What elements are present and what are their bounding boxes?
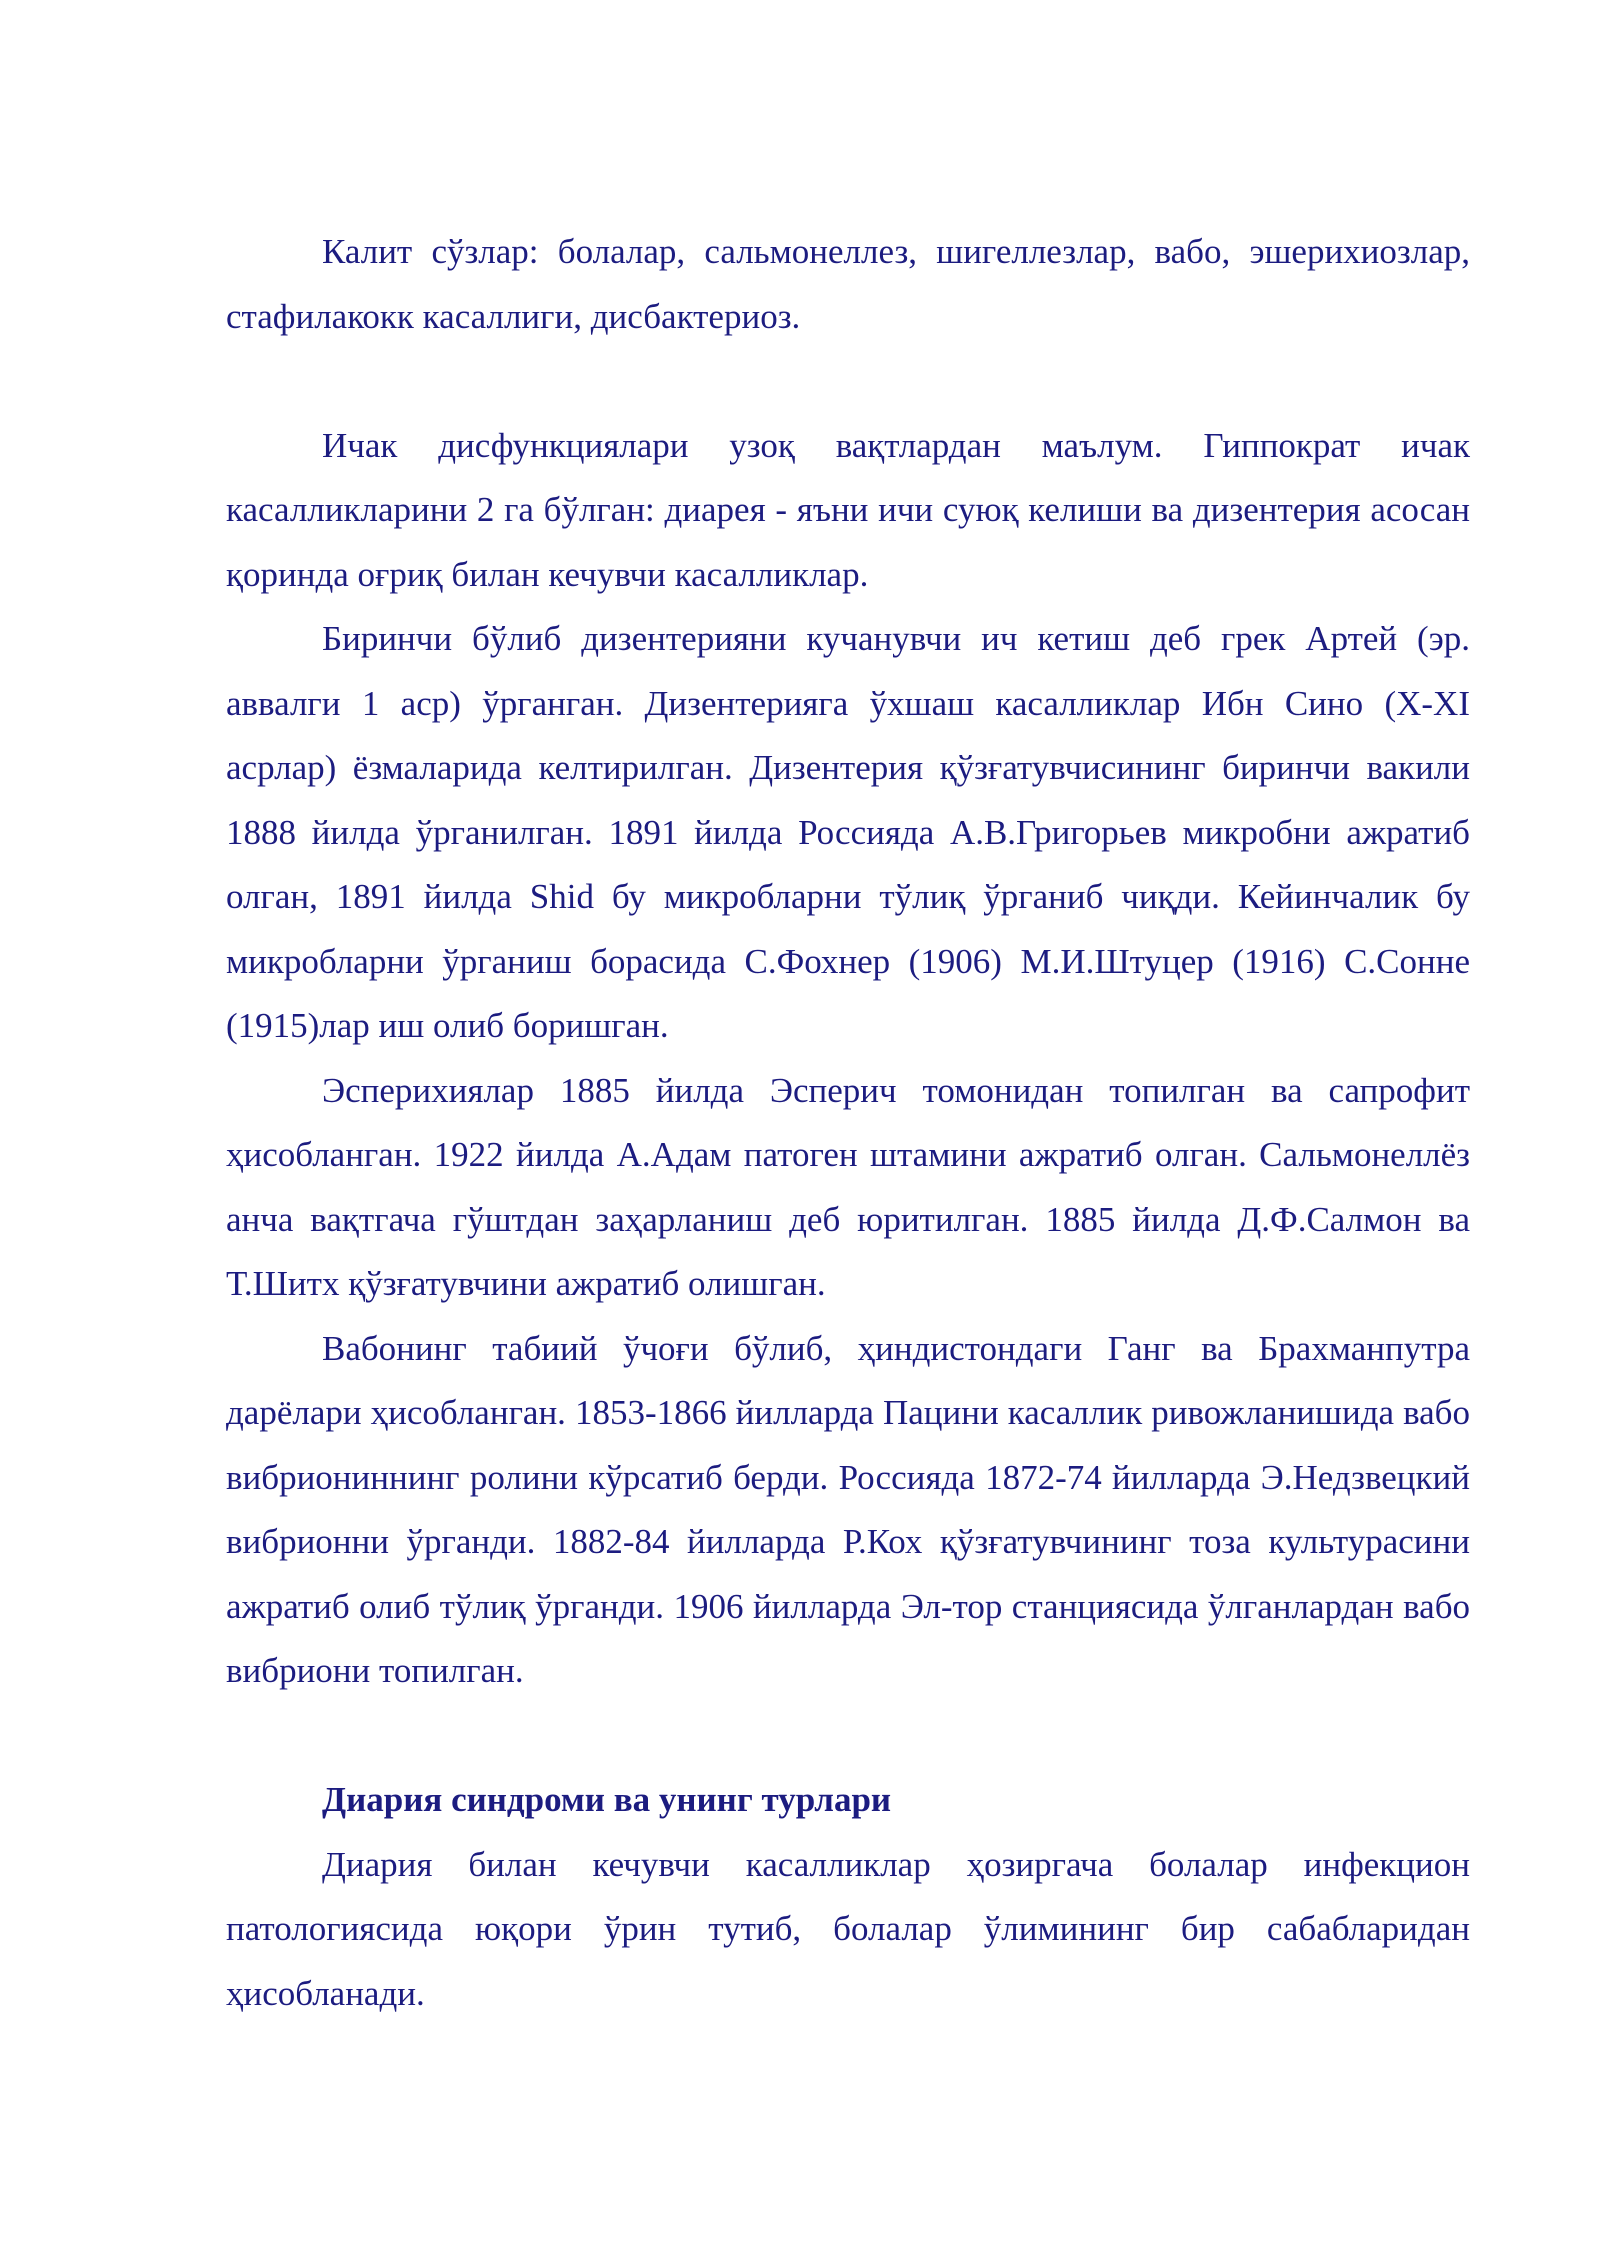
section-paragraph: Диария билан кечувчи касалликлар ҳозиргача болалар инфекцион патологиясида юқори ўрин тутиб, болалар ўлимининг бир сабабларидан ҳисобланади.: [226, 1844, 1470, 2013]
keywords-paragraph: Калит сўзлар: болалар, сальмонеллез, шигеллезлар, вабо, эшерихиозлар, стафилакокк касаллиги, дисбактериоз.: [226, 232, 1470, 336]
cholera-history-paragraph: Вабонинг табиий ўчоғи бўлиб, ҳиндистондаги Ганг ва Брахманпутра дарёлари ҳисобланган. 1853-1866 йилларда Пацини касаллик ривожланишида вабо вибриониннинг ролини кўрсатиб берди. Россияда 1872-74 йилларда Э.Недзвецкий вибрионни ўрганди. 1882-84 йилларда Р.Кох қўзғатувчининг тоза культурасини ажратиб олиб тўлиқ ўрганди. 1906 йилларда Эл-тор станциясида ўлганлардан вабо вибриони топилган.: [226, 1328, 1470, 1690]
dysentery-history-paragraph: Биринчи бўлиб дизентерияни кучанувчи ич кетиш деб грек Артей (эр. аввалги 1 аср) ўрганган. Дизентерияга ўхшаш касалликлар Ибн Сино (X-XI асрлар) ёзмаларида келтирилган. Дизентерия қўзғатувчисининг биринчи вакили 1888 йилда ўрганилган. 1891 йилда Россияда А.В.Григорьев микробни ажратиб олган, 1891 йилда Shid бу микробларни тўлиқ ўрганиб чиқди. Кейинчалик бу микробларни ўрганиш борасида С.Фохнер (1906) М.И.Штуцер (1916) С.Сонне (1915)лар иш олиб боришган.: [226, 619, 1470, 1045]
section-heading: Диария синдроми ва унинг турлари: [322, 1780, 892, 1819]
escherichia-salmonella-paragraph: Эсперихиялар 1885 йилда Эсперич томонидан топилган ва сапрофит ҳисобланган. 1922 йилда А.Адам патоген штамини ажратиб олган. Сальмонеллёз анча вақтгача гўштдан заҳарланиш деб юритилган. 1885 йилда Д.Ф.Салмон ва Т.Шитх қўзғатувчини ажратиб олишган.: [226, 1070, 1470, 1303]
document-page: [226, 220, 1470, 2026]
intro-paragraph: Ичак дисфункциялари узоқ вақтлардан маълум. Гиппократ ичак касалликларини 2 га бўлган: диарея - яъни ичи суюқ келиши ва дизентерия асосан қоринда оғриқ билан кечувчи касалликлар.: [226, 425, 1470, 594]
